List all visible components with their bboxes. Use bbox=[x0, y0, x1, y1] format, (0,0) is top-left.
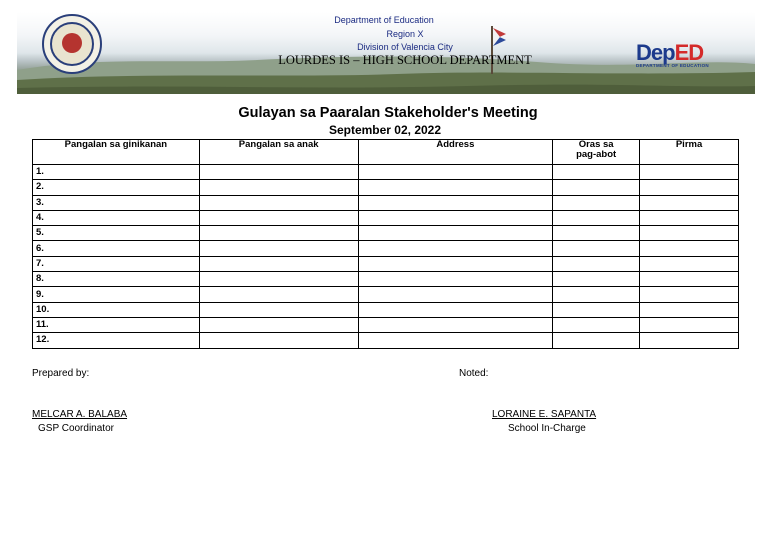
table-cell bbox=[199, 210, 358, 225]
table-cell bbox=[640, 195, 739, 210]
table-cell bbox=[199, 165, 358, 180]
table-cell bbox=[640, 180, 739, 195]
table-row bbox=[33, 226, 739, 241]
deped-logo: DepED DEPARTMENT OF EDUCATION bbox=[636, 41, 714, 75]
row-number: 4. bbox=[33, 210, 200, 225]
table-cell bbox=[358, 272, 553, 287]
table-row bbox=[33, 333, 739, 348]
table-cell bbox=[199, 302, 358, 317]
table-cell bbox=[640, 210, 739, 225]
table-row bbox=[33, 317, 739, 332]
row-number: 9. bbox=[33, 287, 200, 302]
table-cell bbox=[553, 210, 640, 225]
table-cell bbox=[640, 317, 739, 332]
table-cell bbox=[199, 317, 358, 332]
document-date: September 02, 2022 bbox=[328, 123, 442, 137]
table-cell bbox=[358, 333, 553, 348]
table-cell bbox=[640, 272, 739, 287]
noter-title: School In-Charge bbox=[508, 423, 586, 434]
column-header-line: Oras sa bbox=[578, 139, 614, 150]
attendance-table bbox=[32, 139, 739, 349]
table-cell bbox=[640, 165, 739, 180]
noted-label: Noted: bbox=[459, 368, 489, 379]
column-header: Pangalan sa ginikanan bbox=[33, 140, 200, 165]
header-division: Division of Valencia City bbox=[357, 42, 453, 52]
table-cell bbox=[199, 287, 358, 302]
column-header-line: pag-abot bbox=[576, 149, 617, 160]
table-cell bbox=[553, 226, 640, 241]
row-number: 11. bbox=[33, 317, 200, 332]
table-cell bbox=[640, 226, 739, 241]
noter-name: LORAINE E. SAPANTA bbox=[492, 409, 597, 420]
table-cell bbox=[199, 272, 358, 287]
table-cell bbox=[640, 302, 739, 317]
table-cell bbox=[553, 195, 640, 210]
row-number: 7. bbox=[33, 256, 200, 271]
row-number: 10. bbox=[33, 302, 200, 317]
table-row bbox=[33, 165, 739, 180]
table-cell bbox=[199, 241, 358, 256]
prepared-by-label: Prepared by: bbox=[32, 368, 90, 379]
table-row bbox=[33, 287, 739, 302]
document-title: Gulayan sa Paaralan Stakeholder's Meeting bbox=[238, 105, 538, 121]
table-row bbox=[33, 302, 739, 317]
table-cell bbox=[358, 317, 553, 332]
preparer-name: MELCAR A. BALABA bbox=[32, 409, 128, 420]
deped-logo-subtitle: DEPARTMENT OF EDUCATION bbox=[636, 63, 709, 68]
table-cell bbox=[553, 180, 640, 195]
table-row bbox=[33, 210, 739, 225]
table-cell bbox=[358, 256, 553, 271]
table-cell bbox=[640, 256, 739, 271]
table-cell bbox=[640, 287, 739, 302]
table-row bbox=[33, 241, 739, 256]
table-cell bbox=[199, 195, 358, 210]
row-number: 12. bbox=[33, 333, 200, 348]
table-cell bbox=[553, 302, 640, 317]
column-header: Address bbox=[358, 140, 553, 165]
column-header: Pirma bbox=[640, 140, 739, 165]
table-row bbox=[33, 256, 739, 271]
table-cell bbox=[553, 317, 640, 332]
table-cell bbox=[358, 287, 553, 302]
table-cell bbox=[640, 241, 739, 256]
table-cell bbox=[358, 302, 553, 317]
row-number: 6. bbox=[33, 241, 200, 256]
row-number: 5. bbox=[33, 226, 200, 241]
table-cell bbox=[640, 333, 739, 348]
table-cell bbox=[199, 256, 358, 271]
table-cell bbox=[358, 226, 553, 241]
table-cell bbox=[358, 210, 553, 225]
table-cell bbox=[358, 165, 553, 180]
column-header bbox=[553, 140, 640, 165]
header-region: Region X bbox=[386, 29, 424, 39]
row-number: 2. bbox=[33, 180, 200, 195]
table-row bbox=[33, 195, 739, 210]
header-school-name: LOURDES IS – HIGH SCHOOL DEPARTMENT bbox=[278, 53, 532, 67]
row-number: 8. bbox=[33, 272, 200, 287]
table-row bbox=[33, 180, 739, 195]
table-cell bbox=[358, 195, 553, 210]
row-number: 1. bbox=[33, 165, 200, 180]
table-header-row bbox=[33, 140, 739, 165]
table-cell bbox=[553, 272, 640, 287]
row-number: 3. bbox=[33, 195, 200, 210]
table-cell bbox=[553, 333, 640, 348]
table-cell bbox=[199, 333, 358, 348]
table-cell bbox=[553, 287, 640, 302]
table-cell bbox=[553, 241, 640, 256]
table-cell bbox=[199, 180, 358, 195]
table-cell bbox=[553, 256, 640, 271]
table-row bbox=[33, 272, 739, 287]
table-cell bbox=[358, 241, 553, 256]
table-cell bbox=[199, 226, 358, 241]
preparer-title: GSP Coordinator bbox=[38, 423, 114, 434]
column-header: Pangalan sa anak bbox=[199, 140, 358, 165]
header-department: Department of Education bbox=[334, 15, 434, 25]
table-cell bbox=[553, 165, 640, 180]
table-cell bbox=[358, 180, 553, 195]
